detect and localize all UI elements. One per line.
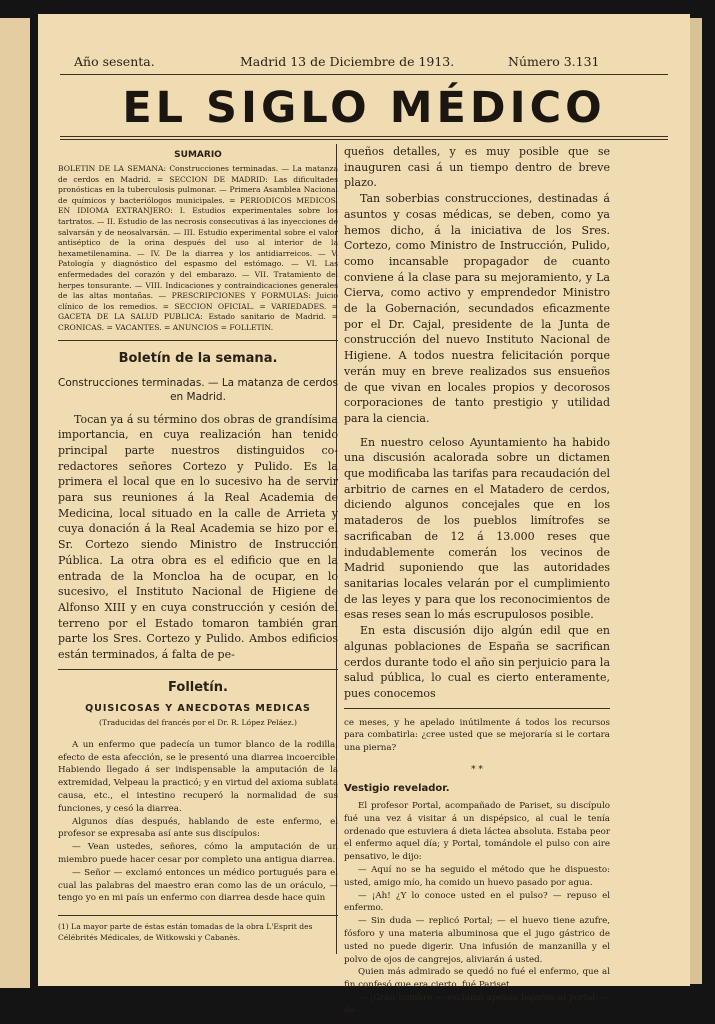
- vestigio-paragraph: Quien más admirado se quedó no fué el enfermo, que al fin confesó que era cierto, fué Pariset.: [344, 967, 610, 991]
- sumario-rule: [58, 340, 338, 341]
- folletin-continued: ce meses, y he apelado inútilmente á todos los recursos para combatirla: ¿cree usted que se mejoraría si le cortara una pierna?: [344, 717, 610, 754]
- folletin-rule: [58, 669, 338, 670]
- boletin-title: Boletín de la semana.: [118, 350, 278, 366]
- right-paragraph: queños detalles, y es muy posible que se inauguren casi á un tiempo dentro de breve plazo.: [344, 145, 610, 190]
- masthead-title: EL SIGLO MÉDICO: [122, 83, 606, 133]
- folletin-heading: QUISICOSAS Y ANECDOTAS MEDICAS: [85, 702, 311, 714]
- sumario-title: SUMARIO: [174, 150, 222, 160]
- vestigio-paragraph: — Aquí no se ha seguido el método que he dispuesto: usted, amigo mío, ha comido un huevo pasado por agua.: [344, 864, 610, 888]
- right-folletin-rule: [344, 708, 610, 709]
- vestigio-paragraph: — ¡Gran hombre — exclamó apenas bajaron al portal: — de-: [344, 992, 610, 1016]
- folletin-footnote: (1) La mayor parte de éstas están tomadas de la obra L'Esprit des Célébrités Médicales, de Witkowski y Cabanès.: [58, 915, 338, 944]
- right-column: [344, 144, 610, 1016]
- right-page-edge: [690, 18, 702, 984]
- issue-number: Número 3.131: [508, 54, 600, 69]
- vestigio-title: Vestigio revelador.: [344, 783, 450, 794]
- left-column: [58, 144, 338, 954]
- newspaper-page: [38, 14, 690, 1016]
- folletin-paragraph: Algunos días después, hablando de este enfermo, el profesor se expresaba así ante sus discípulos:: [58, 816, 338, 840]
- vestigio-paragraph: — Sin duda — replicó Portal; — el huevo tiene azufre, fósforo y una materia albuminosa que el jugo gástrico de usted no puede digerir. Una infusión de manzanilla y el polvo de ojos de cangrejos, aliviarán á usted.: [344, 916, 610, 965]
- folletin-paragraph: A un enfermo que padecía un tumor blanco de la rodilla, efecto de esta afección, se le presentó una diarrea incoercible. Habiendo llegado á ser indispensable la amputación de la extremidad, Velpeau la practicó; y en virtud del axioma sublata causa, etc., el intestino recuperó la normalidad de sus funciones, y cesó la diarrea.: [58, 739, 338, 814]
- left-page-edge: [0, 18, 30, 988]
- vestigio-paragraph: — ¡Ah! ¿Y lo conoce usted en el pulso? — repuso el enfermo.: [344, 890, 610, 914]
- folletin-paragraph: — Señor — exclamó entonces un médico portugués para el cual las palabras del maestro eran como las de un oráculo, — tengo yo en mi país un enfermo con diarrea desde hace quin: [58, 867, 338, 904]
- masthead-rule-bottom: [60, 139, 668, 140]
- masthead-rule-top: [60, 136, 668, 137]
- folletin-paragraph: — Vean ustedes, señores, cómo la amputación de un miembro puede hacer cesar por completo una antigua diarrea.: [58, 842, 338, 865]
- date-label: Madrid 13 de Diciembre de 1913.: [240, 54, 455, 69]
- year-label: Año sesenta.: [74, 54, 155, 69]
- header-rule: [60, 74, 668, 75]
- folletin-title: Folletín.: [168, 679, 228, 695]
- section-stars: * *: [471, 765, 483, 775]
- boletin-paragraph: Tocan ya á su término dos obras de grandísima importancia, en cuya realización han tenido principal parte nuestros distinguidos co-redactores señores Cortezo y Pulido. Es la primera el local que en lo sucesivo ha de servir para sus reuniones á la Real Academia de Medicina, local situado en la calle de Arrieta y cuya donación á la Real Academia se hizo por el Sr. Cortezo siendo Ministro de Instrucción Pública. La otra obra es el edificio que en la entrada de la Moncloa ha de ocupar, en lo sucesivo, el Instituto Nacional de Higiene de Alfonso XIII y en cuya construcción y cesión del terreno por el Estado tomaron también gran parte los Sres. Cortezo y Pulido. Ambos edificios están terminados, á falta de pe-: [58, 412, 338, 662]
- folletin-translation: (Traducidas del francés por el Dr. R. López Peláez.): [99, 717, 297, 727]
- sumario-text: BOLETIN DE LA SEMANA: Construcciones terminadas. — La matanza de cerdos en Madrid. = SECCION DE MADRID: Las dificultades pronósticas en la tuberculosis pulmonar. — Primera Asamblea Nacional de químicos y bacteriólogos municipales. = PERIODICOS MEDICOS. EN IDIOMA EXTRANJERO: I. Estudios experimentales sobre los tartratos. — II. Estudio de las necrosis consecutivas á las inyecciones de salvarsán y de neosalvarsán. — III. Estudio experimental sobre el valor antiséptico de la orina después del uso al interior de la hexametilenamina. — IV. De la diarrea y los antidiarreicos. — V. Patología y diagnóstico del espasmo del estómago. — VI. Las enfermedades del corazón y del embarazo. — VII. Tratamiento del herpes tonsurante. — VIII. Indicaciones y contraindicaciones generales de las altas montañas. — PRESCRIPCIONES Y FORMULAS: Juicio clínico de los remedios. = SECCION OFICIAL. = VARIEDADES. = GACETA DE LA SALUD PUBLICA: Estado sanitario de Madrid. = CRONICAS. = VACANTES. = ANUNCIOS = FOLLETIN.: [58, 164, 338, 332]
- boletin-subtitle: Construcciones terminadas. — La matanza de cerdos en Madrid.: [58, 376, 338, 403]
- right-paragraph: Tan soberbias construcciones, destinadas á asuntos y cosas médicas, se deben, como ya hemos dicho, á la iniciativa de los Sres. Cortezo, como Ministro de Instrucción, Pulido, como incansable propagador de cuanto conviene á la clase para su mejoramiento, y La Cierva, como activo y emprendedor Ministro de la Gobernación, secundados eficazmente por el Dr. Cajal, presidente de la Junta de construcción del nuevo Instituto Nacional de Higiene. A todos nuestra felicitación porque verán muy en breve realizados sus ensueños de que vivan en locales propios y decorosos corporaciones de tanto prestigio y utilidad para la ciencia.: [344, 192, 610, 425]
- right-paragraph: En esta discusión dijo algún edil que en algunas poblaciones de España se sacrifican cerdos durante todo el año sin perjuicio para la salud pública, lo cual es cierto enteramente, pues conocemos: [344, 624, 610, 700]
- right-paragraph: En nuestro celoso Ayuntamiento ha habido una discusión acalorada sobre un dictamen que modificaba las tarifas para recaudación del arbitrio de carnes en el Matadero de cerdos, diciendo algunos concejales que en los mataderos de los pueblos limítrofes se sacrificaban de 12 á 13.000 reses que indudablemente comerán los vecinos de Madrid suponiendo que las autoridades sanitarias locales velarán por el cumplimiento de las leyes y para que los reconocimientos de esas reses sean lo más escrupulosos posible.: [344, 435, 610, 622]
- vestigio-paragraph: El profesor Portal, acompañado de Pariset, su discípulo fué una vez á visitar á un dispépsico, al cual le tenía ordenado que estuviera á dieta láctea absoluta. Estaba peor el enfermo aquel día; y Portal, tomándole el pulso con aire pensativo, le dijo:: [344, 801, 610, 863]
